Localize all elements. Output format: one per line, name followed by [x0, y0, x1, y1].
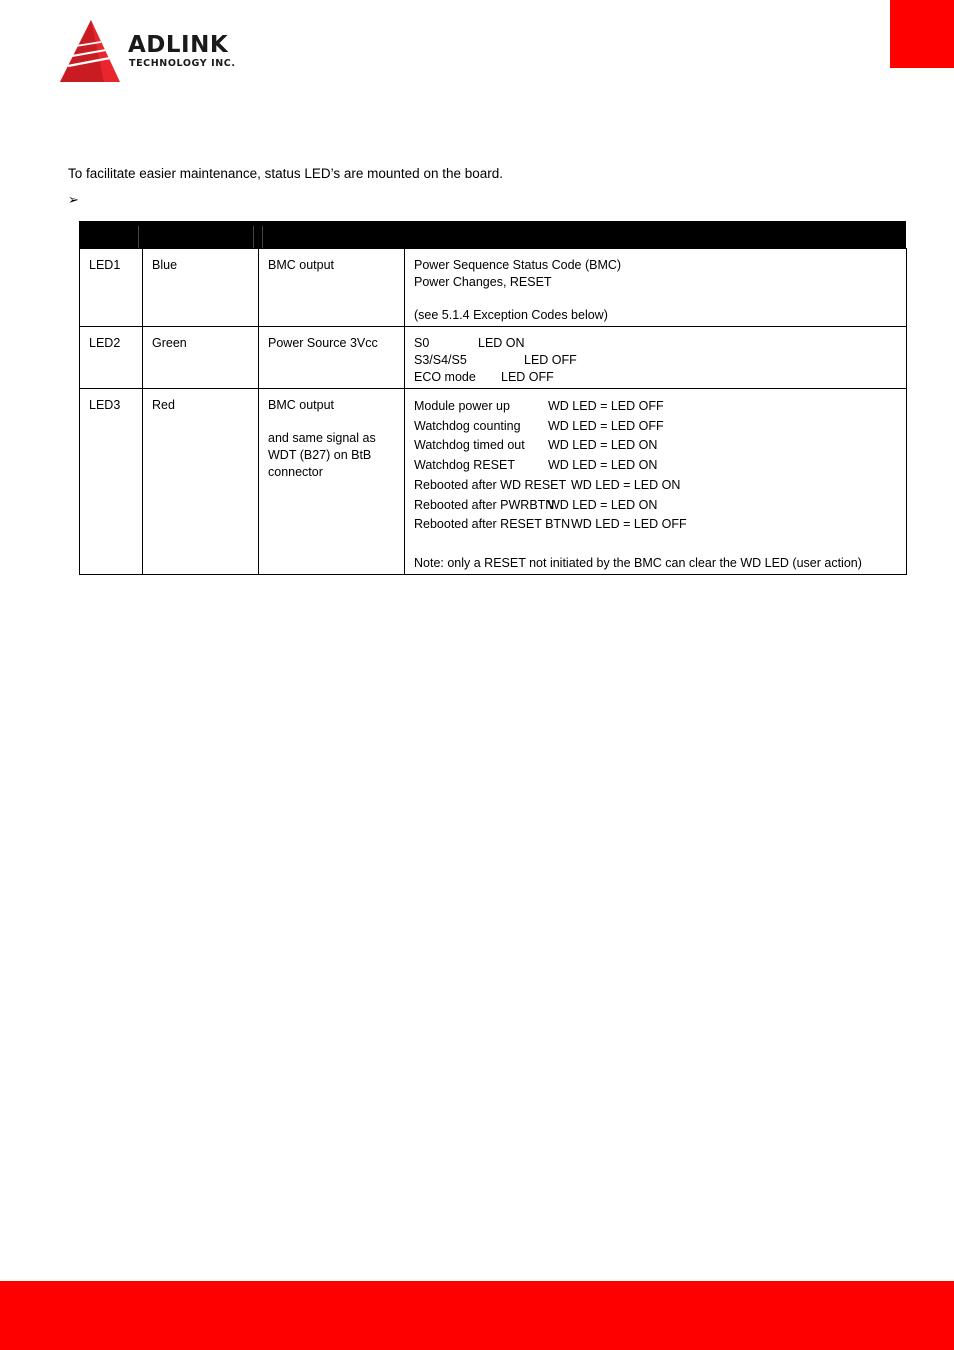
state-row	[414, 456, 898, 476]
led-color: Blue	[143, 249, 259, 327]
state-label: Watchdog counting	[414, 418, 521, 433]
state-label: Watchdog timed out	[414, 438, 525, 453]
state-value: WD LED = LED ON	[548, 497, 658, 512]
state-value: WD LED = LED ON	[548, 438, 658, 453]
table-row	[80, 249, 907, 327]
state-row	[414, 335, 898, 352]
state-row	[414, 496, 898, 516]
state-value: LED OFF	[501, 370, 554, 384]
company-logo	[58, 18, 268, 86]
description-line: (see 5.1.4 Exception Codes below)	[414, 308, 608, 322]
state-row	[414, 369, 898, 386]
state-value: WD LED = LED OFF	[548, 418, 664, 433]
led-description	[405, 327, 907, 389]
intro-text: To facilitate easier maintenance, status LED’s are mounted on the board.	[68, 166, 504, 181]
led-source	[259, 389, 405, 575]
state-label: S3/S4/S5	[414, 353, 467, 367]
state-value: WD LED = LED ON	[548, 458, 658, 473]
state-label: S0	[414, 336, 430, 350]
source-note: and same signal as WDT (B27) on BtB connector	[268, 431, 376, 479]
led-description	[405, 389, 907, 575]
state-value: LED ON	[478, 336, 525, 350]
corner-tab	[890, 0, 954, 68]
arrow-bullet-icon: ➢	[68, 192, 79, 207]
state-label: Rebooted after WD RESET	[414, 477, 567, 492]
led-color: Red	[143, 389, 259, 575]
adlink-triangle-icon	[58, 18, 126, 86]
state-label: ECO mode	[414, 370, 476, 384]
state-row	[414, 515, 898, 535]
led-source: Power Source 3Vcc	[259, 327, 405, 389]
watchdog-note: Note: only a RESET not initiated by the BMC can clear the WD LED (user action)	[414, 555, 862, 570]
state-row	[414, 352, 898, 369]
state-value: WD LED = LED OFF	[548, 399, 664, 413]
led-name: LED3	[80, 389, 143, 575]
state-value: WD LED = LED OFF	[571, 517, 687, 532]
table-row	[80, 327, 907, 389]
state-row	[414, 436, 898, 456]
state-row	[414, 476, 898, 496]
state-label: Watchdog RESET	[414, 458, 515, 473]
state-row	[414, 397, 898, 417]
table-header-bar	[79, 221, 906, 248]
description-line: Power Sequence Status Code (BMC)	[414, 258, 622, 272]
source-label: BMC output	[268, 398, 335, 412]
state-row	[414, 417, 898, 437]
state-label: Module power up	[414, 399, 510, 413]
brand-name: ADLINK	[128, 32, 229, 58]
led-color: Green	[143, 327, 259, 389]
table-row	[80, 389, 907, 575]
description-line: Power Changes, RESET	[414, 275, 552, 289]
brand-subtitle: TECHNOLOGY INC.	[129, 58, 236, 69]
led-name: LED1	[80, 249, 143, 327]
state-label: Rebooted after RESET BTN	[414, 517, 571, 532]
led-source: BMC output	[259, 249, 405, 327]
led-description	[405, 249, 907, 327]
footer-bar	[0, 1281, 954, 1350]
state-label: Rebooted after PWRBTN	[414, 497, 555, 512]
led-name: LED2	[80, 327, 143, 389]
state-value: WD LED = LED ON	[571, 477, 681, 492]
state-value: LED OFF	[524, 353, 577, 367]
led-table	[79, 248, 907, 575]
